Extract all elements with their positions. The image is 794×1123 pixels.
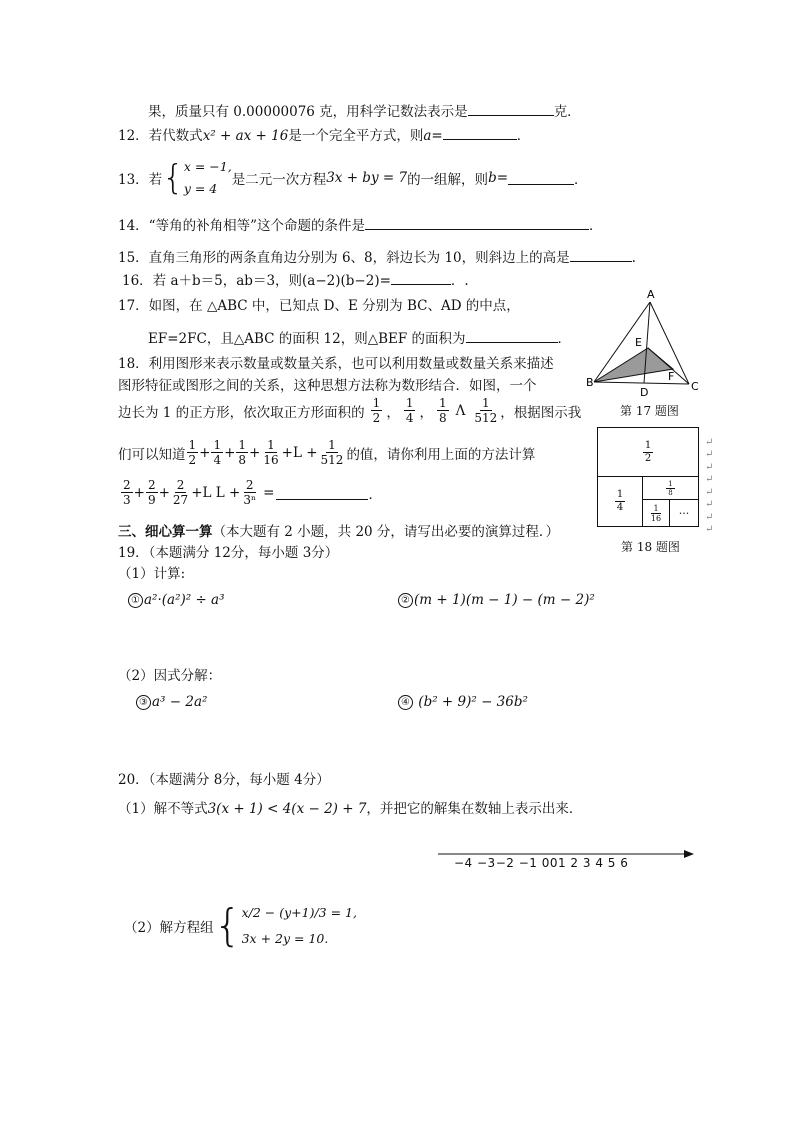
q18-line5: $\frac{2}{3}$ + $\frac{2}{9}$ + $\frac{2}{27}$ +L L + $\frac{2}{\text{3ⁿ}}$ = ． <box>123 478 382 507</box>
arrow-icon <box>684 850 694 858</box>
q11-text: 果，质量只有 0.00000076 克，用科学记数法表示是 <box>148 104 468 120</box>
mark: ↵ <box>705 449 714 460</box>
q20-system <box>242 900 357 952</box>
label-a: A <box>647 288 655 301</box>
q18-line4: 们可以知道 $\frac{1}{2}$ + $\frac{1}{4}$ + $\frac{1}{8}$ + $\frac{1}{16}$ +L + $\frac{1}{512}$ 的值，请你利用上面的方法计算 <box>118 438 536 467</box>
mark: ↵ <box>705 436 714 448</box>
answer-blank[interactable] <box>466 329 558 343</box>
frac-n: 1 <box>438 396 447 410</box>
frac <box>146 478 158 507</box>
q13-system <box>184 156 232 200</box>
frac-n: 1 <box>213 438 222 452</box>
frac <box>437 396 449 425</box>
circled-number: ④ <box>398 695 413 710</box>
brace: { <box>213 900 242 951</box>
q13-var: b <box>488 170 497 186</box>
answer-blank[interactable] <box>365 216 589 230</box>
frac-n: 2 <box>176 478 185 492</box>
q18-line3b: ，根据图示我 <box>500 404 582 421</box>
q20-part2 <box>124 900 357 952</box>
answer-blank[interactable] <box>468 102 554 116</box>
frac <box>121 478 133 507</box>
sys-line1: x/2 − (y+1)/3 = 1, <box>241 905 357 920</box>
frac-n: 1 <box>653 503 659 513</box>
circled-number: ② <box>398 593 413 608</box>
q14-line: 14．“等角的补角相等”这个命题的条件是 ． <box>118 218 603 234</box>
q20-part1-pre: （1）解不等式 <box>118 801 208 817</box>
paragraph-marks <box>705 424 713 537</box>
mark: ↵ <box>705 474 714 485</box>
q13-eq: = <box>496 170 509 186</box>
q11-line <box>148 100 581 120</box>
q13-pre: 13．若 <box>118 172 163 188</box>
sys-line2: 3x + 2y = 10. <box>241 931 329 946</box>
section-3-heading <box>118 520 559 540</box>
frac-n: 2 <box>245 478 254 492</box>
inequality: 3(x + 1) < 4(x − 2) + 7 <box>207 801 367 817</box>
q20-heading: 20．（本题满分 8分，每小题 4分） <box>118 772 330 788</box>
mark: ↵ <box>705 524 714 535</box>
q19-expr4 <box>398 694 528 710</box>
frac-d: 512 <box>474 411 498 425</box>
answer-blank[interactable] <box>570 248 632 262</box>
q11-unit: 克． <box>553 104 581 120</box>
label-b: B <box>586 376 594 389</box>
fig18-sixteenth <box>643 500 670 526</box>
frac-d: 8 <box>668 488 673 497</box>
axis-tick-labels: −4 −3−2 −1 001 2 3 4 5 6 <box>454 856 629 870</box>
answer-blank[interactable] <box>276 486 368 500</box>
q20-part1 <box>118 797 582 817</box>
q13-sys-line2: y = 4 <box>183 181 218 196</box>
q12-post: 是一个完全平方式，则 <box>288 128 424 144</box>
q19-heading: 19．（本题满分 12分，每小题 3分） <box>118 545 339 561</box>
section-title: 三、细心算一算 <box>118 524 213 540</box>
answer-blank[interactable] <box>508 171 574 185</box>
frac <box>261 438 280 467</box>
q19-part2: （2）因式分解： <box>118 668 222 684</box>
frac-n: 1 <box>372 396 381 410</box>
mark: ↵ <box>705 499 714 510</box>
fig18-quarter <box>598 477 643 526</box>
fig17-caption: 第 17 题图 <box>620 404 679 418</box>
frac <box>472 396 499 425</box>
q12-pre: 12．若代数式 <box>118 128 203 144</box>
q18-line3: 边长为 1 的正方形，依次取正方形面积的 $\frac{1}{2}$ ， $\frac{1}{4}$ ， $\frac{1}{8}$ Λ $\frac{1}{512}$ ，根据图示我 <box>118 396 582 425</box>
frac-d: 16 <box>263 453 279 467</box>
frac-d: 16 <box>650 513 662 523</box>
side-bc <box>594 382 689 384</box>
frac-n: 1 <box>188 438 197 452</box>
frac <box>319 438 346 467</box>
figure-18 <box>597 427 699 527</box>
frac-d: 2 <box>644 452 652 464</box>
q17-line1 <box>118 294 520 314</box>
frac <box>236 438 248 467</box>
label-d: D <box>640 386 649 398</box>
q18-line4a: 们可以知道 <box>118 446 186 463</box>
label-e: E <box>635 336 642 349</box>
frac-n: 1 <box>616 489 624 500</box>
q20-part2-label: （2）解方程组 <box>124 920 214 936</box>
fig18-dots: ··· <box>678 506 690 520</box>
frac <box>211 438 223 467</box>
frac-d: 9 <box>147 493 156 507</box>
q13-sys-line1: x = −1, <box>183 159 232 174</box>
frac-d: 4 <box>616 502 624 513</box>
frac-d: 8 <box>238 453 247 467</box>
frac <box>649 504 663 523</box>
answer-blank[interactable] <box>443 126 517 140</box>
frac-d: 27 <box>172 493 189 507</box>
q18-line2: 图形特征或图形之间的关系，这种思想方法称为数形结合．如图，一个 <box>118 378 537 394</box>
answer-blank[interactable] <box>391 271 451 285</box>
figure-17 <box>584 286 702 398</box>
q15-line: 15．直角三角形的两条直角边分别为 6、8，斜边长为 10，则斜边上的高是 . <box>118 250 636 266</box>
frac <box>371 396 383 425</box>
frac-n: 1 <box>668 479 673 488</box>
q16-text: 16．若 a＋b＝5，ab＝3，则(a−2)(b−2)= <box>122 273 391 289</box>
q18-line4b: 的值，请你利用上面的方法计算 <box>346 446 536 463</box>
frac <box>171 478 190 507</box>
label-f: F <box>668 370 675 383</box>
q19-expr3 <box>136 694 207 710</box>
frac <box>404 396 416 425</box>
mark: ↵ <box>705 511 714 523</box>
expr: a²·(a²)² ÷ a³ <box>144 592 225 608</box>
fig18-half <box>598 428 698 477</box>
frac-n: 1 <box>644 439 652 451</box>
frac-n: 1 <box>238 438 247 452</box>
frac-n: 1 <box>328 438 336 452</box>
circled-number: ① <box>128 593 143 608</box>
section-note: （本大题有 2 小题，共 20 分，请写出必要的演算过程．） <box>212 524 560 540</box>
q17-text2: EF=2FC，且△ABC 的面积 12，则△BEF 的面积为 <box>148 331 466 347</box>
q18-line3a: 边长为 1 的正方形，依次取正方形面积的 <box>118 404 365 421</box>
q14-text: 14．“等角的补角相等”这个命题的条件是 <box>118 218 365 234</box>
q16-line: 16．若 a＋b＝5，ab＝3，则(a−2)(b−2)= ．. <box>122 273 469 289</box>
q12-eq: = <box>431 128 443 144</box>
frac-n: 1 <box>267 438 275 452</box>
frac-d: 4 <box>213 453 222 467</box>
frac <box>615 489 625 514</box>
frac-d: 2 <box>372 411 381 425</box>
q12-line: 12．若代数式x² + ax + 16是一个完全平方式，则a= ． <box>118 128 531 144</box>
frac <box>666 480 674 497</box>
q19-part1: （1）计算: <box>118 566 186 582</box>
frac-n: 2 <box>147 478 156 492</box>
q17-line2: EF=2FC，且△ABC 的面积 12，则△BEF 的面积为 ． <box>148 331 572 347</box>
frac-d: 8 <box>438 411 447 425</box>
frac <box>643 440 653 465</box>
frac-d: 3 <box>123 493 131 507</box>
q13-line: 13．若 { x = −1, y = 4 是二元一次方程 3x + by = 7 的一组解，则 b = ． <box>118 158 588 198</box>
label-c: C <box>691 380 699 393</box>
q12-expr: x² + ax + 16 <box>202 128 289 144</box>
circled-number: ③ <box>136 695 151 710</box>
brace: { <box>162 158 184 198</box>
frac <box>241 478 258 507</box>
expr: (b² + 9)² − 36b² <box>418 694 528 710</box>
q18-line1: 18．利用图形来表示数量或数量关系，也可以利用数量或数量关系来描述 <box>118 356 554 372</box>
q19-expr2 <box>398 592 595 608</box>
expr: a³ − 2a² <box>152 694 208 710</box>
frac-d: 3ⁿ <box>243 493 257 507</box>
q20-part1-post: ，并把它的解集在数轴上表示出来． <box>366 801 583 817</box>
expr: (m + 1)(m − 1) − (m − 2)² <box>414 592 595 608</box>
q13-mid: 是二元一次方程 <box>231 172 327 188</box>
frac <box>187 438 199 467</box>
fig18-eighth <box>643 477 698 500</box>
q15-text: 15．直角三角形的两条直角边分别为 6、8，斜边长为 10，则斜边上的高是 <box>118 250 570 266</box>
fig18-caption: 第 18 题图 <box>621 540 680 554</box>
mark: ↵ <box>705 486 714 498</box>
q19-expr1 <box>128 592 225 608</box>
frac-n: 2 <box>123 478 131 492</box>
q12-var: a <box>423 128 432 144</box>
frac-n: 1 <box>405 396 414 410</box>
frac-n: 1 <box>481 396 490 410</box>
q13-post: 的一组解，则 <box>407 172 489 188</box>
frac-d: 4 <box>405 411 414 425</box>
frac-d: 2 <box>188 453 197 467</box>
frac-d: 512 <box>320 453 344 467</box>
mark: ↵ <box>705 461 714 473</box>
q17-text1: 17．如图，在 △ABC 中，已知点 D、E 分别为 BC、AD 的中点， <box>118 298 520 314</box>
q13-eqn: 3x + by = 7 <box>326 170 408 186</box>
